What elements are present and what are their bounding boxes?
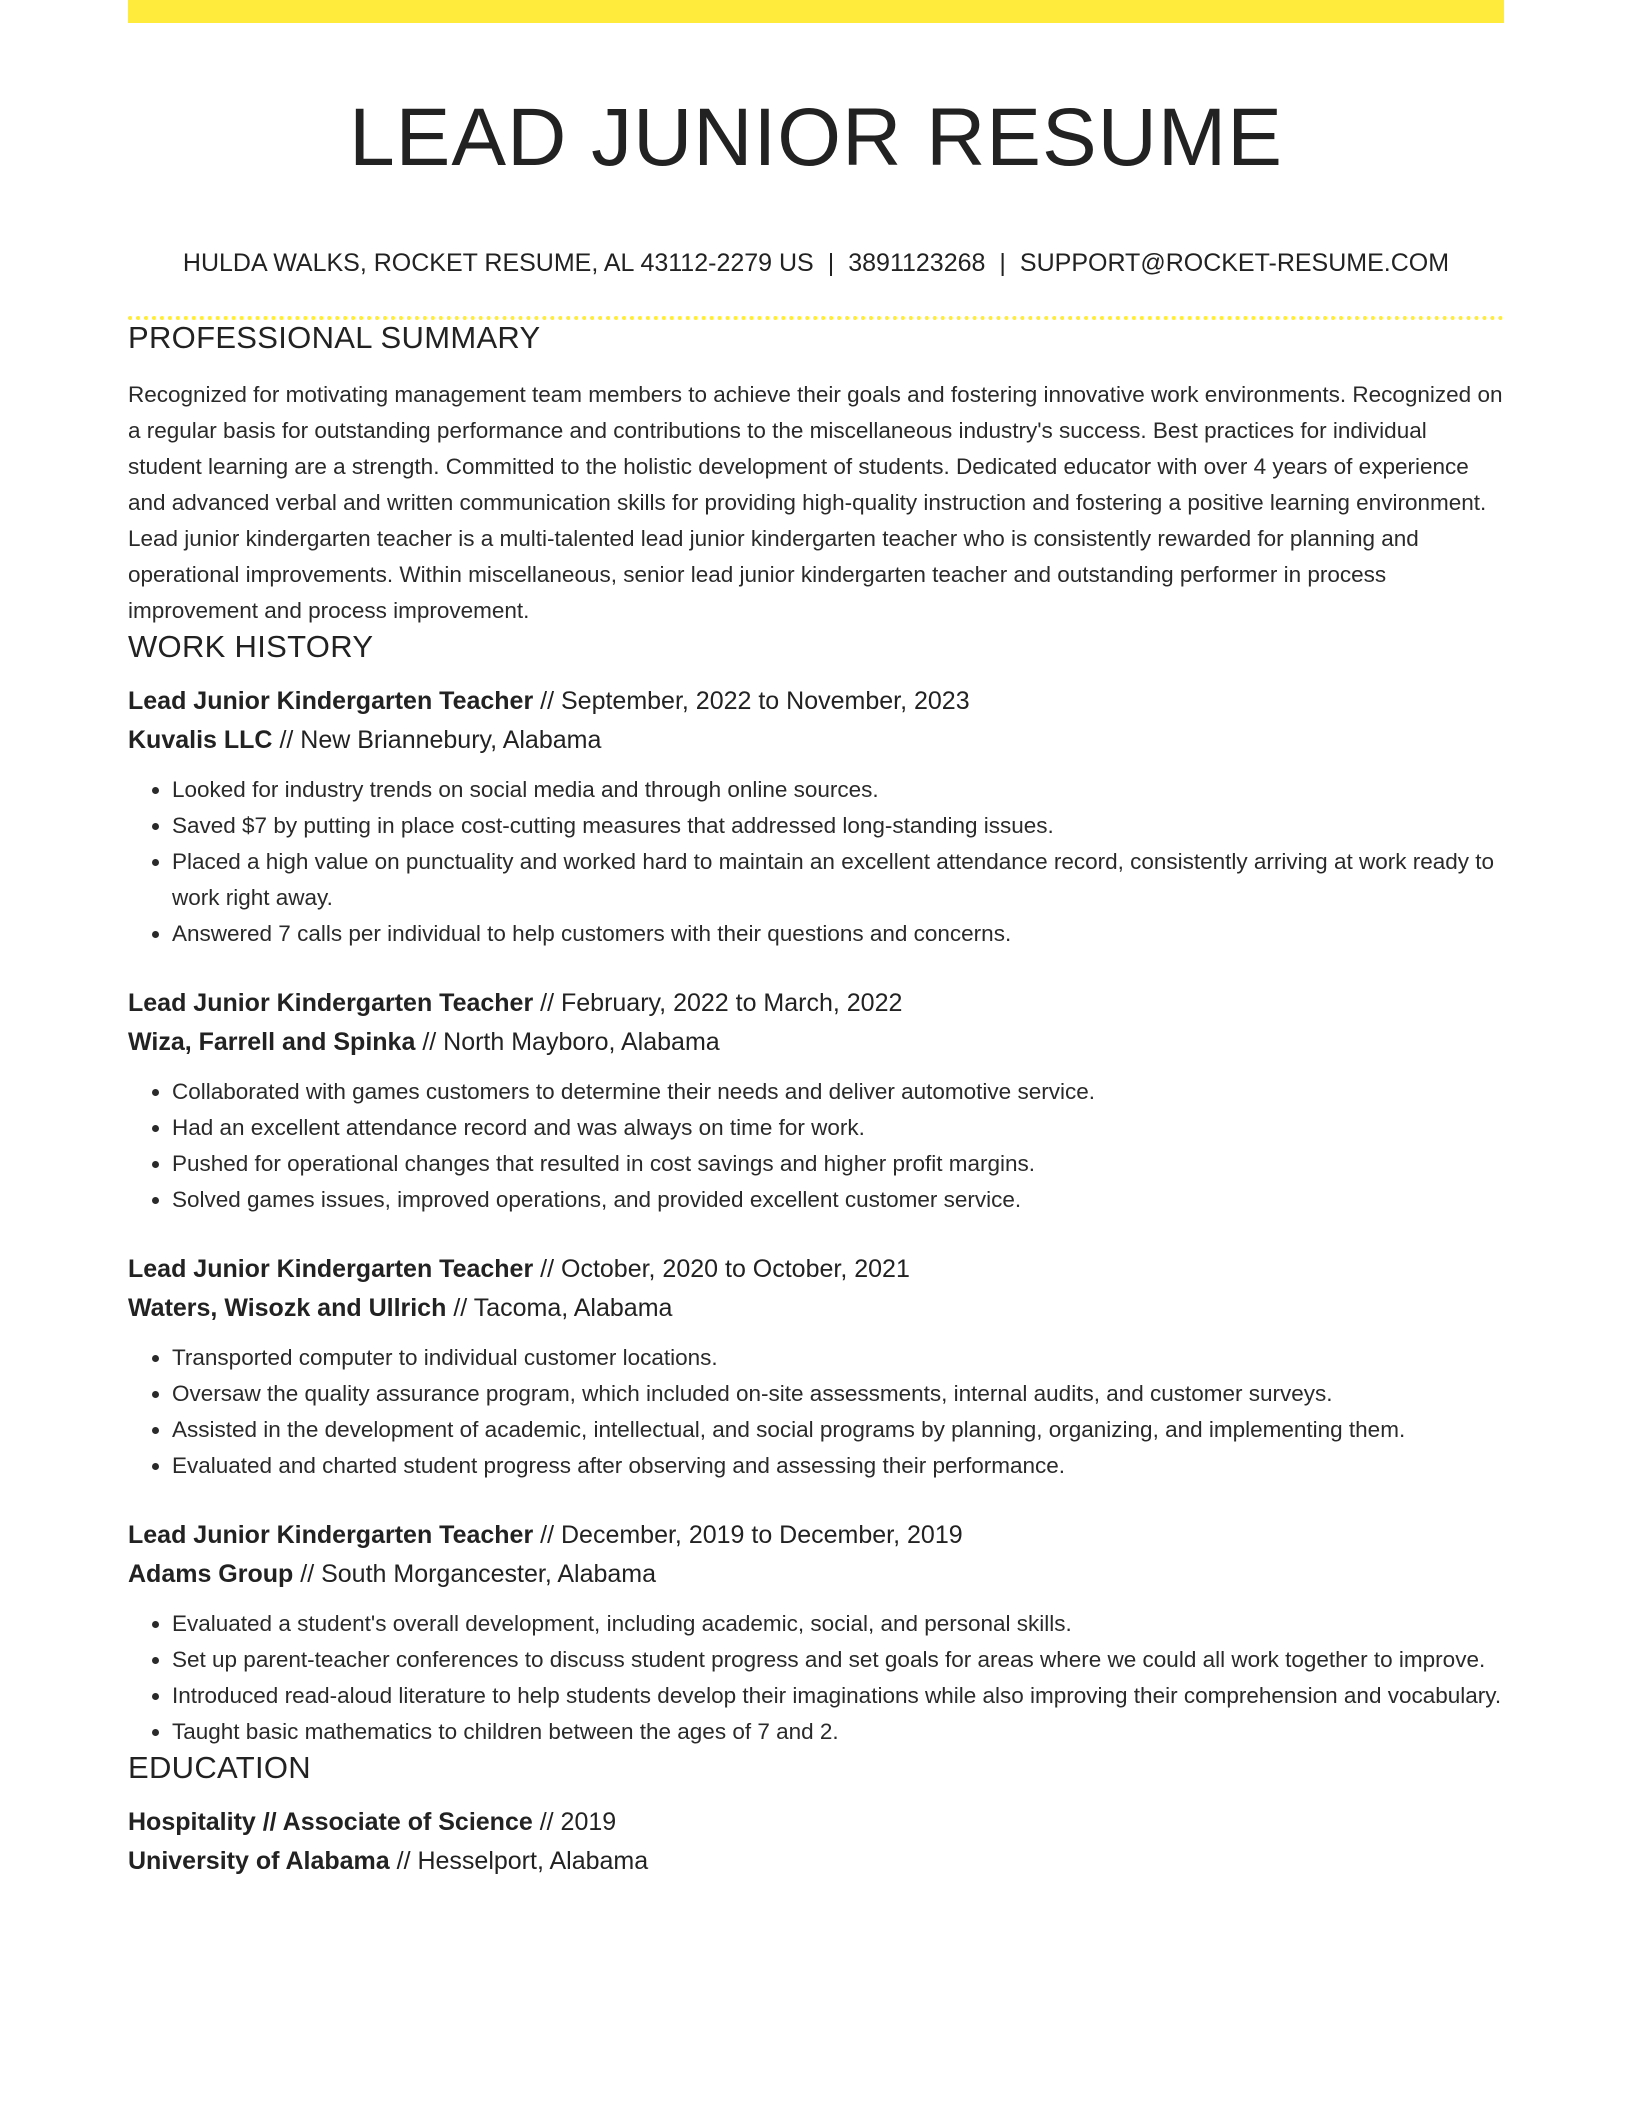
job-entry <box>128 682 1504 952</box>
job-bullet: • Transported computer to individual customer locations. <box>172 1340 1504 1376</box>
contact-separator: | <box>827 249 835 277</box>
job-bullet: • Collaborated with games customers to determine their needs and deliver automotive service. <box>172 1074 1504 1110</box>
job-company: Waters, Wisozk and Ullrich <box>128 1294 447 1322</box>
resume-title: LEAD JUNIOR RESUME <box>349 92 1283 183</box>
job-dates: // February, 2022 to March, 2022 <box>540 989 903 1017</box>
contact-separator: | <box>999 249 1006 277</box>
job-dates: // September, 2022 to November, 2023 <box>540 687 970 715</box>
job-bullet: • Introduced read-aloud literature to help students develop their imaginations while also improving their comprehension and vocabulary. <box>172 1678 1504 1714</box>
job-bullet: • Pushed for operational changes that resulted in cost savings and higher profit margins. <box>172 1146 1504 1182</box>
summary-text: Recognized for motivating management team members to achieve their goals and fostering innovative work environments. Recognized on a regular basis for outstanding performance and contributions to the miscellaneous industry's success. Best practices for individual student learning are a strength. Committed to the holistic development of students. Dedicated educator with over 4 years of experience and advanced verbal and written communication skills for providing high-quality instruction and fostering a positive learning environment. Lead junior kindergarten teacher is a multi-talented lead junior kindergarten teacher who is consistently rewarded for planning and operational improvements. Within miscellaneous, senior lead junior kindergarten teacher and outstanding performer in process improvement and process improvement. <box>128 382 1503 623</box>
accent-top-bar <box>128 0 1504 23</box>
job-bullet: • Answered 7 calls per individual to help customers with their questions and concerns. <box>172 916 1504 952</box>
job-company-line <box>128 1023 1504 1062</box>
education-location: // Hesselport, Alabama <box>396 1847 649 1875</box>
job-title-line <box>128 984 1504 1023</box>
job-bullet: • Taught basic mathematics to children between the ages of 7 and 2. <box>172 1714 1504 1750</box>
job-bullet: • Evaluated and charted student progress after observing and assessing their performance. <box>172 1448 1504 1484</box>
job-bullets <box>128 1074 1504 1218</box>
job-entry <box>128 984 1504 1218</box>
job-company-line <box>128 1555 1504 1594</box>
resume-page <box>128 0 1504 1881</box>
education-heading: EDUCATION <box>128 1750 311 1785</box>
job-company-line <box>128 721 1504 760</box>
education-year: // 2019 <box>539 1808 617 1836</box>
contact-address: HULDA WALKS, ROCKET RESUME, AL 43112-2279 US <box>182 249 814 277</box>
job-entry <box>128 1250 1504 1484</box>
job-title-line <box>128 1250 1504 1289</box>
job-bullet: • Oversaw the quality assurance program, which included on-site assessments, internal audits, and customer surveys. <box>172 1376 1504 1412</box>
work-history-list <box>128 682 1504 1750</box>
job-dates: // December, 2019 to December, 2019 <box>540 1521 963 1549</box>
job-bullet: • Saved $7 by putting in place cost-cutting measures that addressed long-standing issues. <box>172 808 1504 844</box>
job-bullet: • Had an excellent attendance record and was always on time for work. <box>172 1110 1504 1146</box>
job-bullets <box>128 772 1504 952</box>
job-location: // South Morgancester, Alabama <box>300 1560 657 1588</box>
job-location: // Tacoma, Alabama <box>453 1294 673 1322</box>
job-title-line <box>128 1516 1504 1555</box>
job-bullet: • Assisted in the development of academic, intellectual, and social programs by planning, organizing, and implementing them. <box>172 1412 1504 1448</box>
job-bullet: • Set up parent-teacher conferences to discuss student progress and set goals for areas where we could all work together to improve. <box>172 1642 1504 1678</box>
job-bullet: • Looked for industry trends on social media and through online sources. <box>172 772 1504 808</box>
contact-line <box>128 248 1504 278</box>
job-company: Adams Group <box>128 1560 294 1588</box>
job-title: Lead Junior Kindergarten Teacher <box>128 989 534 1017</box>
education-entry <box>128 1803 1504 1881</box>
job-entry <box>128 1516 1504 1750</box>
job-location: // North Mayboro, Alabama <box>422 1028 720 1056</box>
job-bullets <box>128 1606 1504 1750</box>
job-title: Lead Junior Kindergarten Teacher <box>128 687 534 715</box>
education-school-line <box>128 1842 1504 1881</box>
job-company: Wiza, Farrell and Spinka <box>128 1028 416 1056</box>
job-bullet: • Evaluated a student's overall development, including academic, social, and personal skills. <box>172 1606 1504 1642</box>
job-company: Kuvalis LLC <box>128 726 273 754</box>
contact-email: SUPPORT@ROCKET-RESUME.COM <box>1019 249 1450 277</box>
job-company-line <box>128 1289 1504 1328</box>
summary-heading: PROFESSIONAL SUMMARY <box>128 320 541 355</box>
job-bullet: • Solved games issues, improved operations, and provided excellent customer service. <box>172 1182 1504 1218</box>
job-bullet: • Placed a high value on punctuality and worked hard to maintain an excellent attendance record, consistently arriving at work ready to work right away. <box>172 844 1504 916</box>
job-title-line <box>128 682 1504 721</box>
work-history-heading: WORK HISTORY <box>128 629 374 664</box>
education-degree-line <box>128 1803 1504 1842</box>
education-degree: Hospitality // Associate of Science <box>128 1808 533 1836</box>
contact-phone: 3891123268 <box>848 249 986 277</box>
education-school: University of Alabama <box>128 1847 390 1875</box>
job-title: Lead Junior Kindergarten Teacher <box>128 1521 534 1549</box>
job-title: Lead Junior Kindergarten Teacher <box>128 1255 534 1283</box>
job-location: // New Briannebury, Alabama <box>279 726 602 754</box>
job-dates: // October, 2020 to October, 2021 <box>540 1255 910 1283</box>
job-bullets <box>128 1340 1504 1484</box>
